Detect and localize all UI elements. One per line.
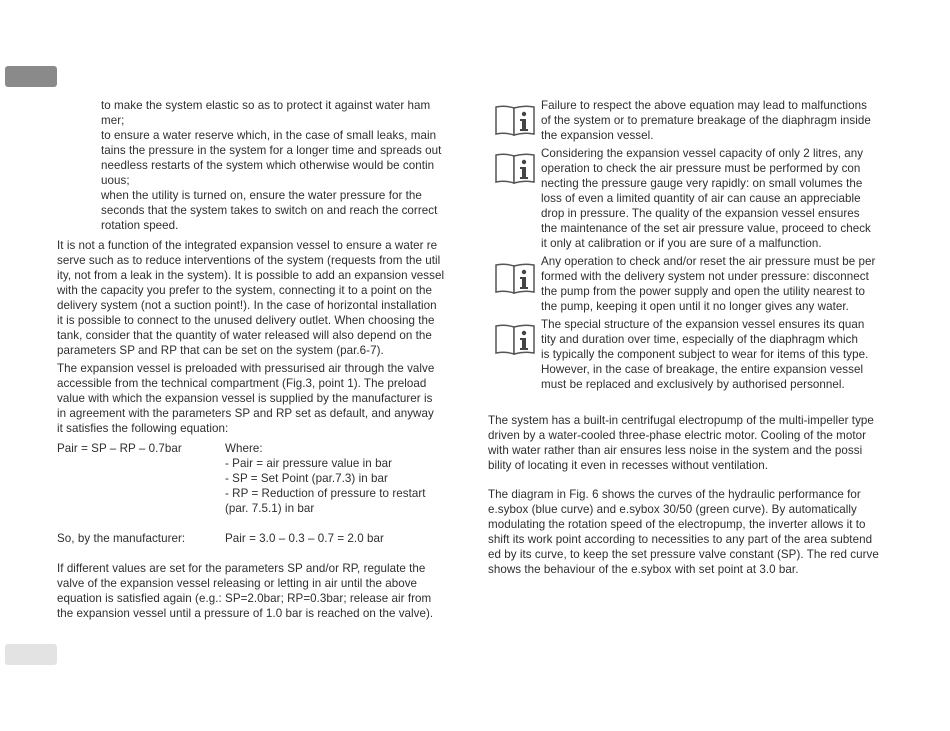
page-tab-marker — [5, 66, 57, 87]
expansion-vessel-function-paragraph: It is not a function of the integrated expansion vessel to ensure a water re serve such as to reduce interventions of the system (requests from the util ity, not from a leak in the system). It is possible to add an expansion vessel with the capacity you prefer to the system, connecting it to a point on the delivery system (not a suction point!). In the case of horizontal installation it is possible to connect to the unused delivery outlet. When choosing the tank, consider that the quantity of water released will also depend on the parameters SP and RP that can be set on the system (par.6-7). — [57, 239, 445, 357]
bullet-2: to ensure a water reserve which, in the case of small leaks, main tains the pressure in the system for a longer time and spreads out needless restarts of the system which otherwise would be contin uous; — [101, 129, 442, 187]
hydraulic-performance-paragraph: The diagram in Fig. 6 shows the curves of the hydraulic performance for e.sybox (blue curve) and e.sybox 30/50 (green curve). By automatically modulating the rotation speed of the electropump, the inverter allows it to shift its work point according to necessities to any part of the area subtend ed by its curve, to keep the set pressure valve constant (SP). The red curve shows the behaviour of the e.sybox with set point at 3.0 bar. — [488, 488, 879, 576]
preload-paragraph: The expansion vessel is preloaded with pressurised air through the valve accessible from the technical compartment (Fig.3, point 1). The preload value with which the expansion vessel is supplied by the manufacturer is in agreement with the parameters SP and RP set as default, and anyway it satisfies the following equation: — [57, 362, 435, 435]
note-reset-pressure: Any operation to check and/or reset the air pressure must be per formed with the delivery system not under pressure: disconnect the pump from the power supply and open the utility nearest to the pump, keeping it open until it no longer gives any water. — [541, 255, 876, 313]
equation-formula: Pair = SP – RP – 0.7bar — [57, 442, 182, 455]
note-vessel-structure: The special structure of the expansion vessel ensures its quan tity and duration over time, especially of the diaphragm which is typically the component subject to wear for items of this type. However, in the case of breakage, the entire expansion vessel must be replaced and exclusively by authorised personnel. — [541, 318, 869, 391]
info-book-icon — [494, 104, 536, 136]
equation-where: Where: - Pair = air pressure value in bar - SP = Set Point (par.7.3) in bar - RP = Reduction of pressure to restart (par. 7.5.1) in bar — [225, 442, 426, 515]
bullet-3: when the utility is turned on, ensure the water pressure for the seconds that the system takes to switch on and reach the correct rotation speed. — [101, 189, 438, 232]
note-equation-failure: Failure to respect the above equation may lead to malfunctions of the system or to premature breakage of the diaphragm inside the expansion vessel. — [541, 99, 871, 142]
note-pressure-check: Considering the expansion vessel capacity of only 2 litres, any operation to check the air pressure must be performed by con necting the pressure gauge very rapidly: on small volumes the loss of even a limited quantity of air can cause an appreciable drop in pressure. The quality of the expansion vessel ensures the maintenance of the set air pressure value, proceed to check it only at calibration or if you are sure of a malfunction. — [541, 147, 871, 250]
info-book-icon — [494, 262, 536, 294]
manufacturer-label: So, by the manufacturer: — [57, 532, 186, 545]
bullet-1: to make the system elastic so as to protect it against water ham mer; — [101, 99, 431, 127]
info-book-icon — [494, 152, 536, 184]
electropump-paragraph: The system has a built-in centrifugal electropump of the multi-impeller type driven by a water-cooled three-phase electric motor. Cooling of the motor with water rather than air ensures less noise in the system and the possi bility of locating it even in recesses without ventilation. — [488, 414, 874, 472]
manufacturer-value: Pair = 3.0 – 0.3 – 0.7 = 2.0 bar — [225, 532, 384, 545]
regulation-paragraph: If different values are set for the parameters SP and/or RP, regulate the valve of the expansion vessel releasing or letting in air until the above equation is satisfied again (e.g.: SP=2.0bar; RP=0.3bar; release air from the expansion vessel until a pressure of 1.0 bar is reached on the valve). — [57, 562, 434, 620]
page-tab-marker-bottom — [5, 644, 57, 665]
info-book-icon — [494, 323, 536, 355]
